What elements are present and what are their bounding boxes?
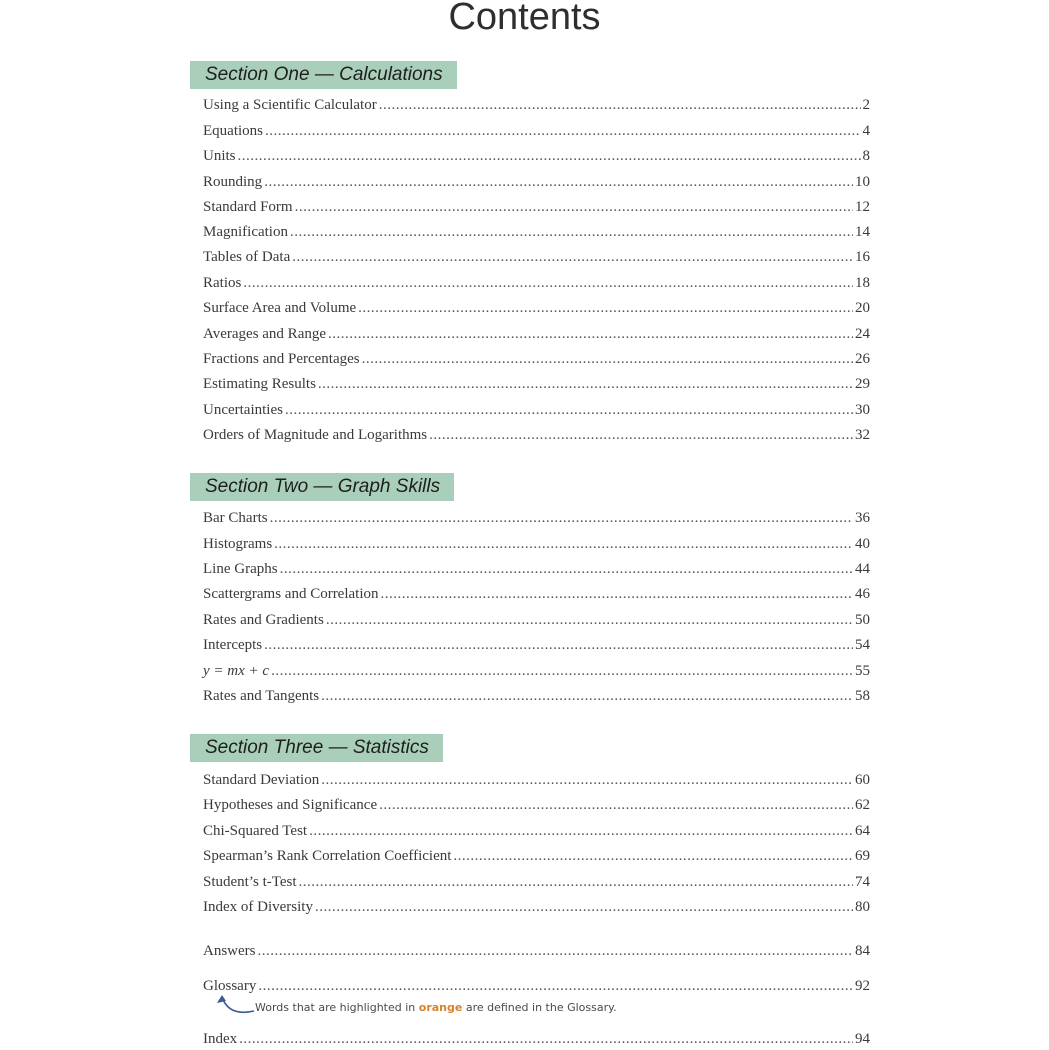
toc-entry[interactable] <box>203 246 870 268</box>
leader-dots <box>264 171 853 193</box>
entry-page: 16 <box>855 249 870 265</box>
section-three-heading: Section Three — Statistics <box>190 734 443 762</box>
toc-entry[interactable] <box>203 533 870 555</box>
toc-entry[interactable] <box>203 769 870 791</box>
leader-dots <box>379 94 861 116</box>
entry-label: Units <box>203 148 236 164</box>
note-highlight: orange <box>418 1001 463 1014</box>
entry-page: 30 <box>855 402 870 418</box>
toc-entry[interactable] <box>203 297 870 319</box>
curved-arrow-icon <box>214 991 258 1019</box>
toc-entry-answers[interactable] <box>203 940 870 962</box>
glossary-note <box>255 1001 617 1014</box>
toc-entry[interactable] <box>203 685 870 707</box>
entry-page: 12 <box>855 199 870 215</box>
entry-label: Standard Deviation <box>203 772 320 788</box>
toc-entry[interactable] <box>203 171 870 193</box>
entry-page: 10 <box>855 174 870 190</box>
leader-dots <box>429 424 853 446</box>
entry-label: Fractions and Percentages <box>203 351 360 367</box>
leader-dots <box>328 323 853 345</box>
entry-page: 62 <box>855 797 870 813</box>
leader-dots <box>290 221 853 243</box>
entry-page: 4 <box>862 123 870 139</box>
entry-label: Hypotheses and Significance <box>203 797 378 813</box>
entry-label: Intercepts <box>203 637 263 653</box>
entry-label: Rates and Tangents <box>203 688 320 704</box>
entry-page: 32 <box>855 427 870 443</box>
entry-label: Ratios <box>203 275 242 291</box>
entry-label: Answers <box>203 943 256 959</box>
entry-label: Glossary <box>203 978 257 994</box>
entry-label: Line Graphs <box>203 561 278 577</box>
entry-page: 26 <box>855 351 870 367</box>
entry-label: Histograms <box>203 536 273 552</box>
leader-dots <box>309 820 853 842</box>
entry-label: Student’s t-Test <box>203 874 297 890</box>
entry-page: 60 <box>855 772 870 788</box>
toc-entry-glossary[interactable] <box>203 975 870 997</box>
toc-entry[interactable] <box>203 896 870 918</box>
toc-entry[interactable] <box>203 272 870 294</box>
toc-entry[interactable] <box>203 660 870 682</box>
entry-label: Surface Area and Volume <box>203 300 357 316</box>
toc-entry[interactable] <box>203 221 870 243</box>
entry-page: 8 <box>862 148 870 164</box>
toc-entry[interactable] <box>203 820 870 842</box>
entry-label: Scattergrams and Correlation <box>203 586 379 602</box>
leader-dots <box>258 940 854 962</box>
entry-page: 44 <box>855 561 870 577</box>
entry-page: 58 <box>855 688 870 704</box>
toc-entry[interactable] <box>203 558 870 580</box>
entry-label: Rates and Gradients <box>203 612 324 628</box>
leader-dots <box>274 533 853 555</box>
toc-entry[interactable] <box>203 323 870 345</box>
leader-dots <box>258 975 853 997</box>
entry-label: Magnification <box>203 224 288 240</box>
leader-dots <box>239 1028 853 1050</box>
entry-label: Index <box>203 1031 238 1047</box>
entry-page: 20 <box>855 300 870 316</box>
toc-entry[interactable] <box>203 348 870 370</box>
leader-dots <box>271 660 853 682</box>
entry-page: 40 <box>855 536 870 552</box>
entry-label: Uncertainties <box>203 402 283 418</box>
section-two-heading: Section Two — Graph Skills <box>190 473 454 501</box>
toc-entry[interactable] <box>203 399 870 421</box>
leader-dots <box>238 145 861 167</box>
toc-entry[interactable] <box>203 196 870 218</box>
entry-page: 64 <box>855 823 870 839</box>
note-text: are defined in the Glossary. <box>465 1001 617 1014</box>
leader-dots <box>362 348 853 370</box>
entry-page: 55 <box>855 663 870 679</box>
toc-entry[interactable] <box>203 845 870 867</box>
entry-label: Standard Form <box>203 199 293 215</box>
leader-dots <box>381 583 853 605</box>
entry-label: Index of Diversity <box>203 899 313 915</box>
entry-label: Equations <box>203 123 263 139</box>
leader-dots <box>326 609 853 631</box>
toc-entry[interactable] <box>203 634 870 656</box>
leader-dots <box>453 845 853 867</box>
toc-entry[interactable] <box>203 871 870 893</box>
section-one-heading: Section One — Calculations <box>190 61 457 89</box>
entry-page: 94 <box>855 1031 870 1047</box>
toc-entry[interactable] <box>203 424 870 446</box>
entry-label: Spearman’s Rank Correlation Coefficient <box>203 848 452 864</box>
entry-label: Chi-Squared Test <box>203 823 308 839</box>
leader-dots <box>285 399 853 421</box>
entry-label: Tables of Data <box>203 249 291 265</box>
leader-dots <box>379 794 853 816</box>
entry-page: 92 <box>855 978 870 994</box>
leader-dots <box>321 685 853 707</box>
entry-label: Averages and Range <box>203 326 327 342</box>
entry-page: 69 <box>855 848 870 864</box>
entry-label: Bar Charts <box>203 510 268 526</box>
toc-entry[interactable] <box>203 373 870 395</box>
entry-page: 29 <box>855 376 870 392</box>
entry-page: 84 <box>855 943 870 959</box>
toc-entry[interactable] <box>203 794 870 816</box>
leader-dots <box>321 769 853 791</box>
entry-label: y = mx + c <box>203 663 270 679</box>
leader-dots <box>264 634 853 656</box>
entry-label: Using a Scientific Calculator <box>203 97 377 113</box>
entry-label: Orders of Magnitude and Logarithms <box>203 427 428 443</box>
toc-entry[interactable] <box>203 145 870 167</box>
page-title: Contents <box>448 0 601 38</box>
toc-entry[interactable] <box>203 94 870 116</box>
toc-entry[interactable] <box>203 120 870 142</box>
leader-dots <box>292 246 853 268</box>
entry-page: 18 <box>855 275 870 291</box>
entry-page: 36 <box>855 510 870 526</box>
leader-dots <box>318 373 853 395</box>
leader-dots <box>270 507 853 529</box>
entry-label: Rounding <box>203 174 263 190</box>
toc-entry[interactable] <box>203 609 870 631</box>
entry-page: 46 <box>855 586 870 602</box>
entry-label: Estimating Results <box>203 376 316 392</box>
entry-page: 50 <box>855 612 870 628</box>
leader-dots <box>315 896 853 918</box>
entry-page: 80 <box>855 899 870 915</box>
entry-page: 2 <box>862 97 870 113</box>
entry-page: 14 <box>855 224 870 240</box>
toc-entry[interactable] <box>203 507 870 529</box>
entry-page: 74 <box>855 874 870 890</box>
entry-page: 54 <box>855 637 870 653</box>
leader-dots <box>295 196 853 218</box>
leader-dots <box>280 558 853 580</box>
leader-dots <box>243 272 853 294</box>
leader-dots <box>299 871 853 893</box>
leader-dots <box>265 120 861 142</box>
toc-entry[interactable] <box>203 583 870 605</box>
toc-entry-index[interactable] <box>203 1028 870 1050</box>
entry-page: 24 <box>855 326 870 342</box>
leader-dots <box>358 297 853 319</box>
note-text: Words that are highlighted in <box>255 1001 416 1014</box>
